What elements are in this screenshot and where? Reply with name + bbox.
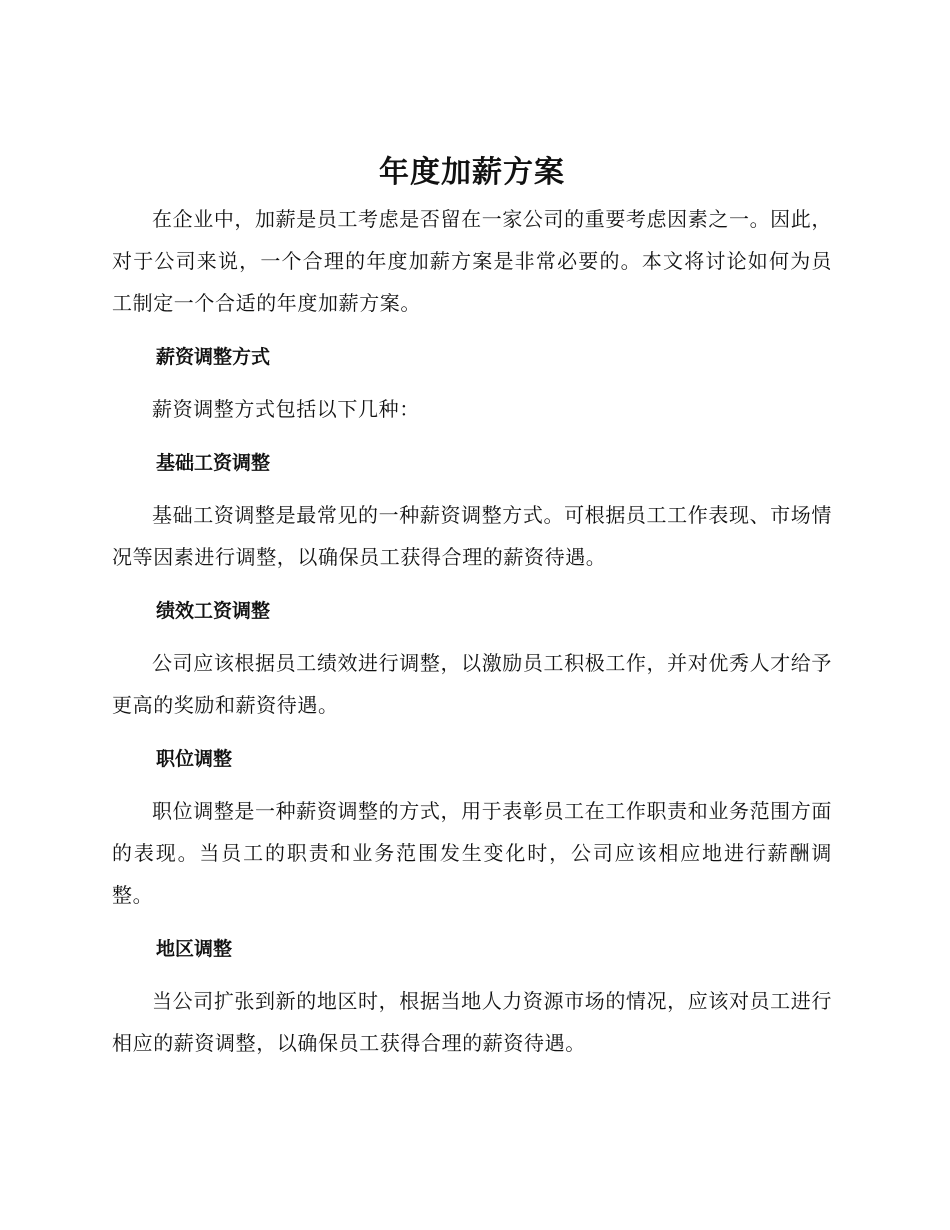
section-performance-salary (112, 590, 832, 726)
section-body: 职位调整是一种薪资调整的方式，用于表彰员工在工作职责和业务范围方面的表现。当员工的职责和业务范围发生变化时，公司应该相应地进行薪酬调整。 (112, 799, 832, 907)
section-regional-adjustment (112, 928, 832, 1064)
section-body: 薪资调整方式包括以下几种： (152, 397, 420, 421)
intro-paragraph: 在企业中，加薪是员工考虑是否留在一家公司的重要考虑因素之一。因此，对于公司来说，一个合理的年度加薪方案是非常必要的。本文将讨论如何为员工制定一个合适的年度加薪方案。 (112, 207, 832, 315)
section-body: 当公司扩张到新的地区时，根据当地人力资源市场的情况，应该对员工进行相应的薪资调整，以确保员工获得合理的薪资待遇。 (112, 989, 832, 1055)
section-position-adjustment (112, 738, 832, 916)
section-heading: 薪资调整方式 (156, 346, 271, 368)
section-base-salary (112, 442, 832, 578)
section-heading: 绩效工资调整 (156, 600, 271, 622)
document-page (112, 150, 832, 1064)
section-salary-methods (112, 336, 832, 430)
section-body: 基础工资调整是最常见的一种薪资调整方式。可根据员工工作表现、市场情况等因素进行调整，以确保员工获得合理的薪资待遇。 (112, 503, 832, 569)
section-body: 公司应该根据员工绩效进行调整，以激励员工积极工作，并对优秀人才给予更高的奖励和薪资待遇。 (112, 651, 832, 717)
section-heading: 职位调整 (156, 748, 233, 770)
section-heading: 地区调整 (156, 938, 233, 960)
section-heading: 基础工资调整 (156, 452, 271, 474)
document-title: 年度加薪方案 (379, 155, 565, 190)
